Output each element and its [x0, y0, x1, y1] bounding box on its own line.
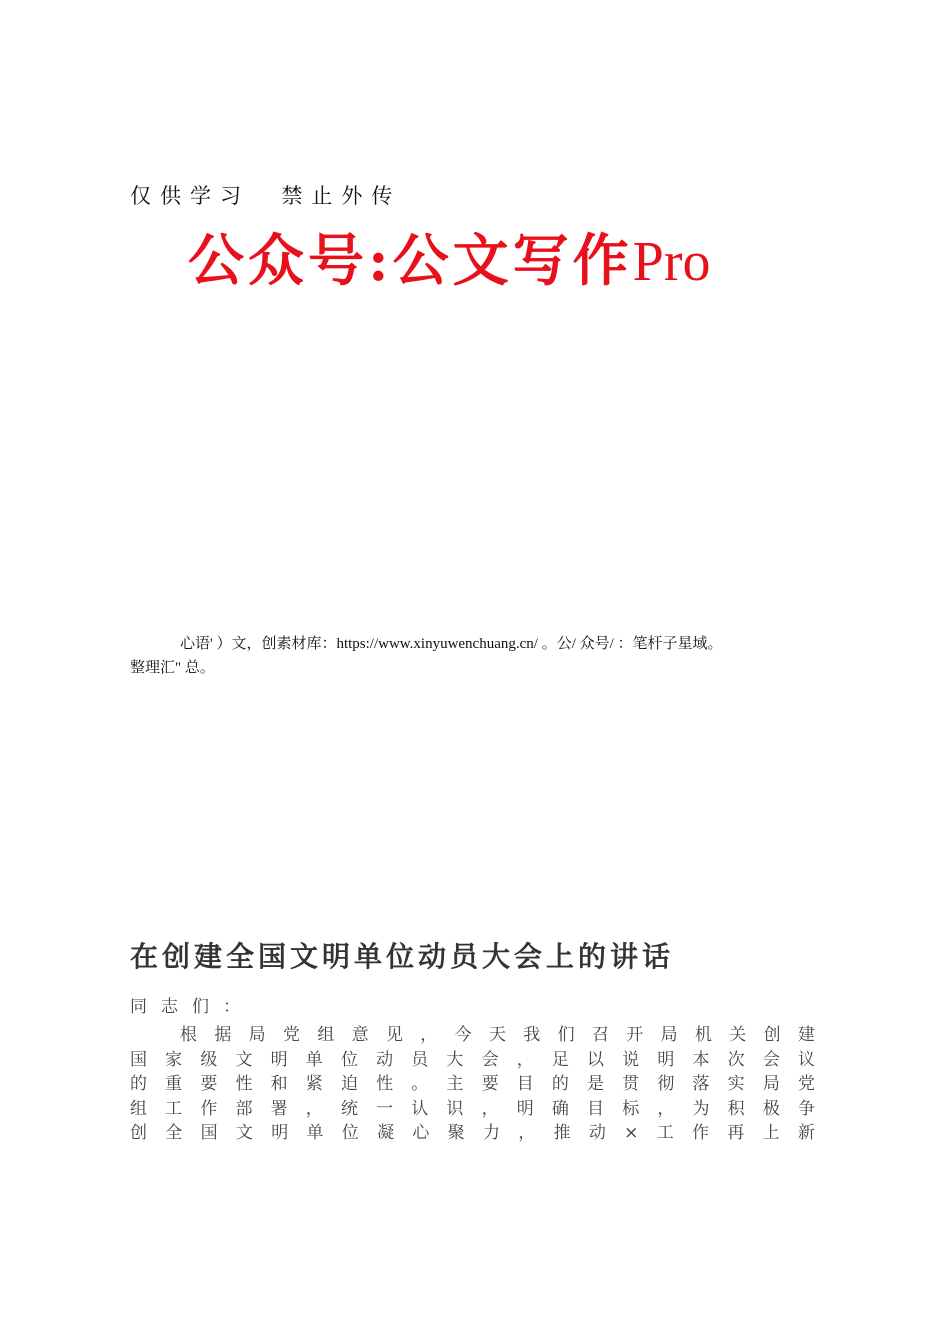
source-note-line-2: 整理汇" 总。 — [130, 660, 215, 676]
brand-banner — [188, 226, 710, 297]
body-line: 创 全 国 文 明 单 位 凝 心 聚 力 ， 推 动 × 工 作 再 上 新 — [130, 1123, 815, 1143]
body-line: 的 重 要 性 和 紧 迫 性 。 主 要 目 的 是 贯 彻 落 实 局 党 — [130, 1074, 815, 1094]
source-note — [130, 632, 830, 680]
body-line: 国 家 级 文 明 单 位 动 员 大 会 ， 足 以 说 明 本 次 会 议 — [130, 1049, 815, 1070]
body-paragraph — [130, 1023, 815, 1146]
source-note-line-1: 心语' ）文，创素材库：https://www.xinyuwenchuang.cn/ 。公/ 众号/ ：笔杆子星域。 — [180, 636, 723, 652]
brand-chinese-text: 公众号:公文写作 — [188, 228, 633, 294]
body-line: 根 据 局 党 组 意 见 ， 今 天 我 们 召 开 局 机 关 创 建 — [180, 1025, 815, 1045]
document-title: 在创建全国文明单位动员大会上的讲话 — [130, 940, 675, 973]
salutation: 同志们： — [130, 997, 254, 1017]
distribution-notice: 仅供学习 禁止外传 — [130, 184, 402, 208]
brand-suffix-text: Pro — [632, 231, 711, 293]
body-line: 组 工 作 部 署 ， 统 一 认 识 ， 明 确 目 标 ， 为 积 极 争 — [130, 1098, 815, 1119]
